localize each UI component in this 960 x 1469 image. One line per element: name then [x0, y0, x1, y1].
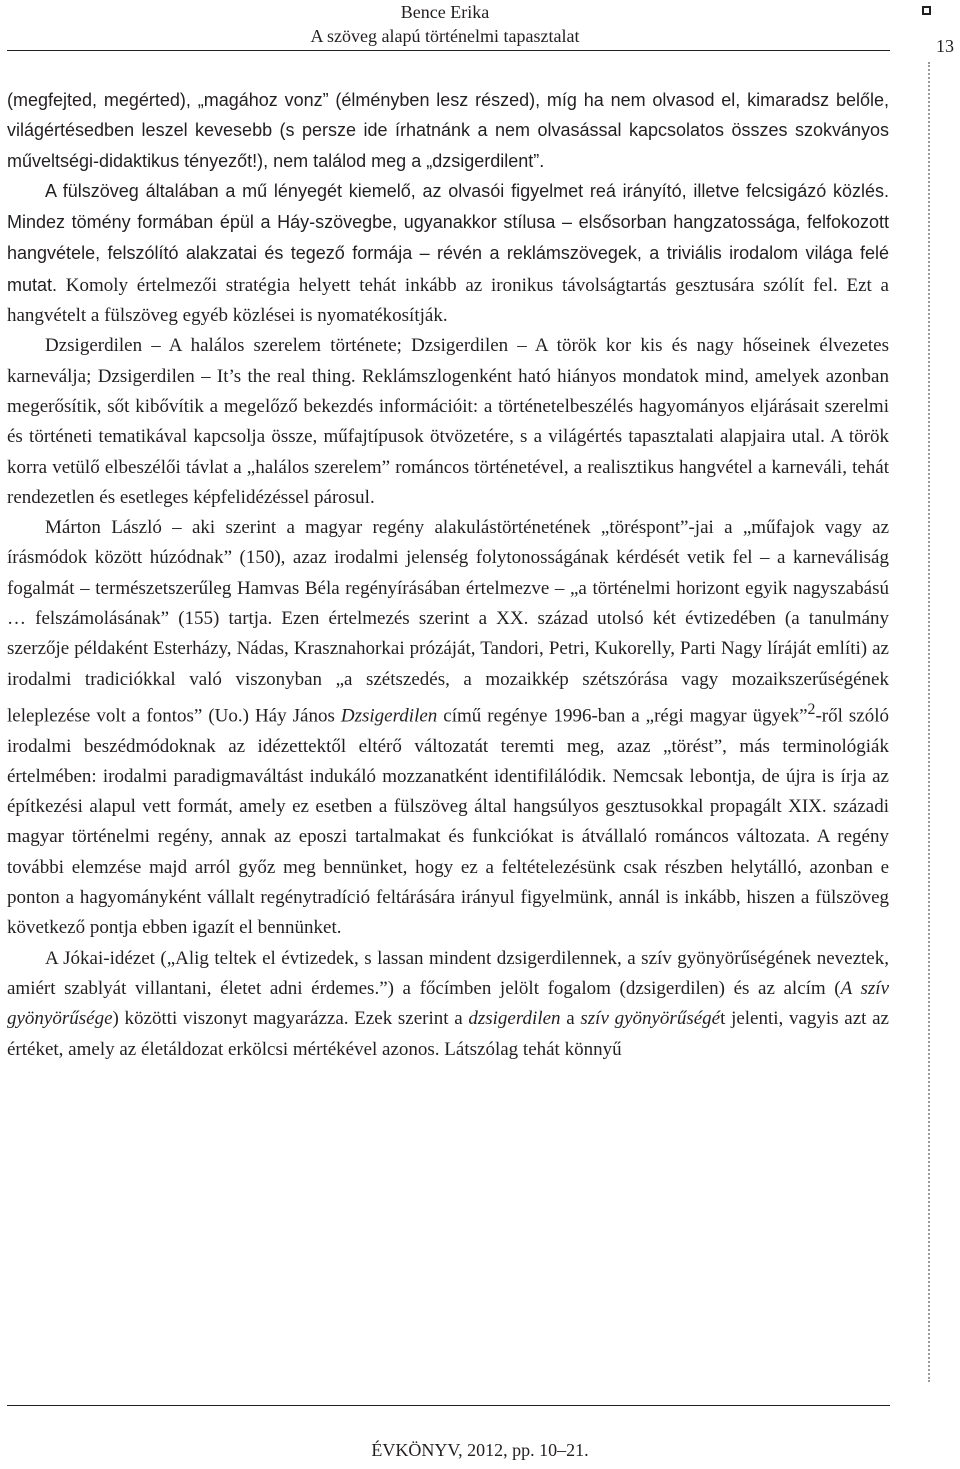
- header-rule: [7, 50, 890, 51]
- paragraph-5-part-c: a: [560, 1008, 581, 1030]
- paragraph-1: (megfejted, megérted), „magához vonz” (élményben lesz részed), míg ha nem olvasod el, kimaradsz belőle, világértésedben leszel kevesebb (s persze ide írhatnánk a nem olvasással kapcsolatos összes szokványos műveltségi-didaktikus tényezőt!), nem találod meg a „dzsigerdilent”.: [7, 90, 889, 171]
- page-number: 13: [936, 36, 954, 56]
- footer-rule: [7, 1405, 890, 1406]
- footer-citation: ÉVKÖNYV, 2012, pp. 10–21.: [371, 1440, 589, 1460]
- paragraph-2-part-a: A fülszöveg általában a mű lényegét kiemelő, az olvasói figyelmet reá irányító, illetve felcsigázó közlés.: [45, 180, 889, 201]
- paragraph-5-part-b: ) közötti viszonyt magyarázza. Ezek szerint a: [112, 1008, 469, 1030]
- paragraph-4-part-a: Márton László – aki szerint a magyar regény alakulástörténetének „töréspont”-jai a „műfajok vagy az írásmódok között húzódnak” (150), azaz irodalmi jelenség folytonosságának kérdését vetik fel – a karneváliság fogalmát – természetszerűleg Hamvas Béla regényírásában értelmezve – „a történelmi horizont egyik nagyszabású … felszámolásának” (155) tartja. Ezen értelmezés szerint a XX. század utolsó két évtizedében (a tanulmány szerzője példaként Esterházy, Nádas, Krasznahorkai prózáját, Tandori, Petri, Kukorelly, Parti Nagy líráját említi) az irodalmi tradiciókkal való viszonyban „a szétszedés, a mozaikkép szétszórása vagy mozaikszerűségének leleplezése volt a fontos” (Uo.) Háy János: [7, 517, 889, 727]
- footnote-ref-2: 2: [807, 700, 816, 718]
- subtitle-italic: A szív gyönyörűsége: [7, 977, 890, 1030]
- paragraph-5-part-a: A Jókai-idézet („Alig teltek el évtizedek, s lassan mindent dzsigerdilennek, a szív gyönyörűségének neveztek, amiért szablyát villantani, életet adni érdemes.”) a főcímben jelölt fogalom (dzsigerdilen) és az alcím (: [7, 947, 889, 999]
- paragraph-4: [7, 513, 889, 943]
- term-sziv-gyonyorusege: szív gyönyörűségé: [580, 1008, 721, 1030]
- margin-dotted-line: [928, 62, 930, 1382]
- paragraph-2-part-c: Komoly értelmezői stratégia helyett tehát inkább az ironikus távolságtartás gesztusára szólít fel. Ezt a hangvételt a fülszöveg egyéb közlései is nyomatékosítják.: [7, 274, 889, 327]
- header-author: Bence Erika: [400, 2, 490, 22]
- header-title: A szöveg alapú történelmi tapasztalat: [310, 26, 580, 46]
- paragraph-4-part-c: -ről szóló irodalmi beszédmódoknak az idézettektől eltérő változatát teremti meg, azaz „törést”, más terminológiák értelmében: irodalmi paradigmaváltást indukáló mozzanatként identifilálódik. Nemcsak lebontja, de újra is írja az építkezési alapul vett formát, amely ez esetben a fülszöveg által hangsúlyos gesztusokkal propagált XIX. századi magyar történelmi regény, annak az eposzi tartalmakat és funkciókat is átvállaló románcos változata. A regény további elemzése majd arról győz meg bennünket, hogy ez a feltételezésünk csak részben helytálló, azonban e ponton a hagyományként vállalt regénytradíció feltárására irányul figyelmünk, annál is inkább, hiszen a fülszöveg következő pontja ebben igazít el bennünket.: [7, 705, 889, 939]
- paragraph-3: Dzsigerdilen – A halálos szerelem története; Dzsigerdilen – A török kor kis és nagy hőseinek élvezetes karneválja; Dzsigerdilen – It’s the real thing. Reklámszlogenként ható hiányos mondatok mind, amelyek azonban megerősítik, sőt kibővítik a megelőző bekezdés információit: a történetelbeszélés hagyományos eljárásait szerelmi és történeti tematikával kapcsolja össze, műfajtípusok ötvözetére, s a világértés tapasztalati alapjaira utal. A török korra vetülő elbeszélői távlat a „halálos szerelem” románcos történetével, a realisztikus hangvétel a karneváli, tehát rendezetlen és esetleges képfelidézéssel párosul.: [7, 335, 889, 508]
- corner-square-icon: [922, 6, 931, 15]
- term-dzsigerdilen: dzsigerdilen: [468, 1008, 561, 1030]
- paragraph-5-part-d: t jelenti, vagyis azt az értéket, amely az életáldozat erkölcsi mértékével azonos. Látszólag tehát könnyű: [7, 1008, 889, 1060]
- body-text: [7, 85, 889, 1065]
- paragraph-2-part-b: Mindez tömény formában épül a Háy-szövegbe, ugyanakkor stílusa – elsősorban hangzatossága, felfokozott hangvétele, felszólító alakzatai és tegező formája – révén a reklámszövegek, a triviális irodalom világa felé mutat.: [7, 212, 889, 295]
- paragraph-5: [7, 944, 889, 1065]
- running-header: [260, 0, 630, 48]
- paragraph-2: [7, 176, 889, 331]
- book-title-dzsigerdilen: Dzsigerdilen: [340, 705, 438, 727]
- paragraph-4-part-b: című regénye 1996-ban a „régi magyar ügyek”: [437, 705, 808, 727]
